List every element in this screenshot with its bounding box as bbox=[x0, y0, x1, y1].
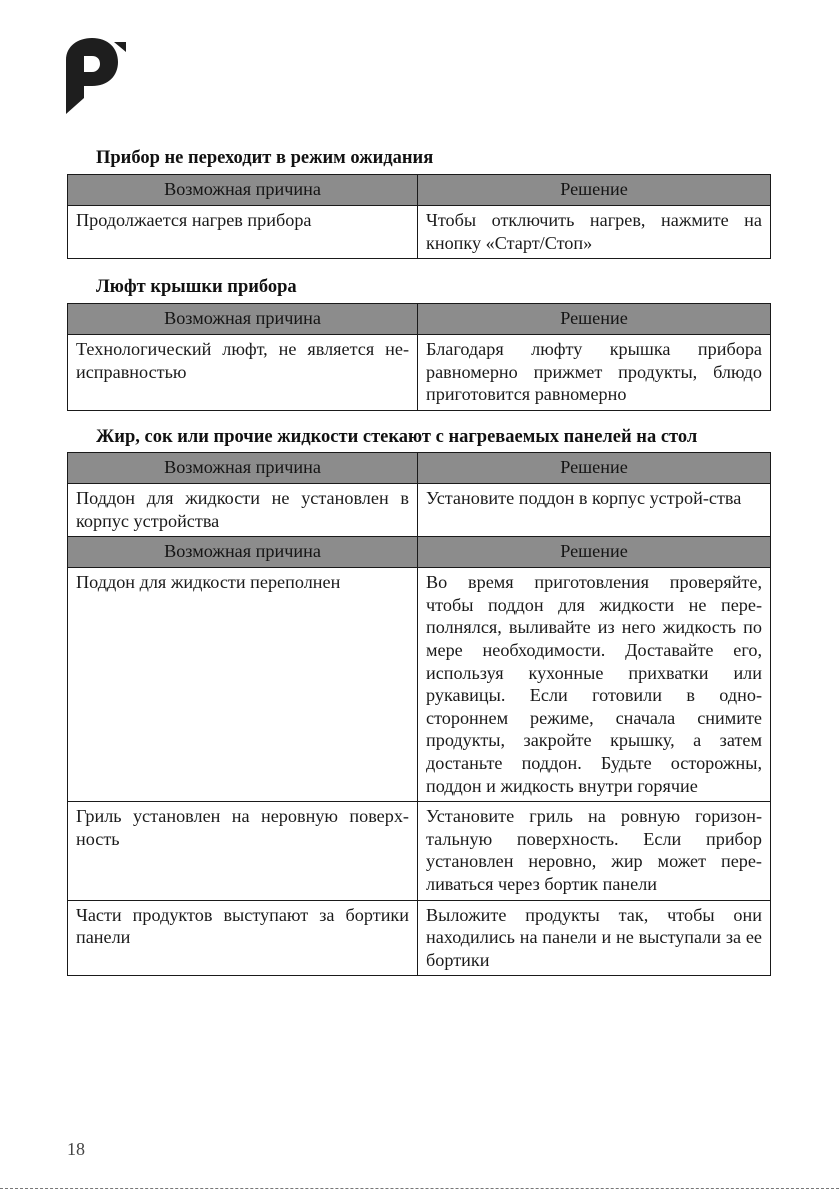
header-solution: Решение bbox=[418, 304, 771, 335]
header-cause: Возможная причина bbox=[68, 175, 418, 206]
table-row bbox=[68, 484, 771, 537]
solution-cell: Чтобы отключить нагрев, нажмите на кнопку «Старт/Стоп» bbox=[418, 206, 771, 259]
table-row bbox=[68, 568, 771, 802]
cause-cell: Технологический люфт, не является не-исправностью bbox=[68, 335, 418, 411]
cause-cell: Части продуктов выступают за бортики панели bbox=[68, 900, 418, 976]
solution-cell: Установите поддон в корпус устрой-ства bbox=[418, 484, 771, 537]
header-cause: Возможная причина bbox=[68, 453, 418, 484]
table-row bbox=[68, 335, 771, 411]
brand-logo-icon bbox=[64, 38, 128, 114]
section-title-grease-leak: Жир, сок или прочие жидкости стекают с нагреваемых панелей на стол bbox=[96, 427, 698, 447]
solution-cell: Во время приготовления проверяйте, чтобы поддон для жидкости не пере-полнялся, выливайте из него жидкость по мере необходимости. Доставайте его, используя кухонные прихватки или рукавицы. Если готовили в одно-стороннем режиме, сначала снимите продукты, закройте крышку, а затем достаньте поддон. Будьте осторожны, поддон и жидкость внутри горячие bbox=[418, 568, 771, 802]
header-solution: Решение bbox=[418, 537, 771, 568]
table-header-row bbox=[68, 175, 771, 206]
page-number: 18 bbox=[67, 1139, 85, 1159]
cause-cell: Поддон для жидкости не установлен в корпус устройства bbox=[68, 484, 418, 537]
header-cause: Возможная причина bbox=[68, 304, 418, 335]
section-title-standby: Прибор не переходит в режим ожидания bbox=[96, 148, 434, 168]
header-solution: Решение bbox=[418, 175, 771, 206]
section-title-lid-play: Люфт крышки прибора bbox=[96, 277, 297, 297]
header-cause: Возможная причина bbox=[68, 537, 418, 568]
solution-cell: Выложите продукты так, чтобы они находились на панели и не выступали за ее бортики bbox=[418, 900, 771, 976]
cause-cell: Поддон для жидкости переполнен bbox=[68, 568, 418, 802]
table-row bbox=[68, 206, 771, 259]
table-header-row bbox=[68, 537, 771, 568]
troubleshooting-table-standby bbox=[67, 174, 771, 259]
troubleshooting-table-lid bbox=[67, 303, 771, 411]
solution-cell: Установите гриль на ровную горизон-тальную поверхность. Если прибор установлен неровно, жир может пере-ливаться через бортик панели bbox=[418, 802, 771, 900]
cause-cell: Гриль установлен на неровную поверх-ность bbox=[68, 802, 418, 900]
table-header-row bbox=[68, 453, 771, 484]
header-solution: Решение bbox=[418, 453, 771, 484]
page-bottom-divider bbox=[0, 1188, 839, 1189]
table-header-row bbox=[68, 304, 771, 335]
table-row bbox=[68, 900, 771, 976]
solution-cell: Благодаря люфту крышка прибора равномерно прижмет продукты, блюдо приготовится равномерно bbox=[418, 335, 771, 411]
troubleshooting-table-grease bbox=[67, 452, 771, 976]
cause-cell: Продолжается нагрев прибора bbox=[68, 206, 418, 259]
table-row bbox=[68, 802, 771, 900]
